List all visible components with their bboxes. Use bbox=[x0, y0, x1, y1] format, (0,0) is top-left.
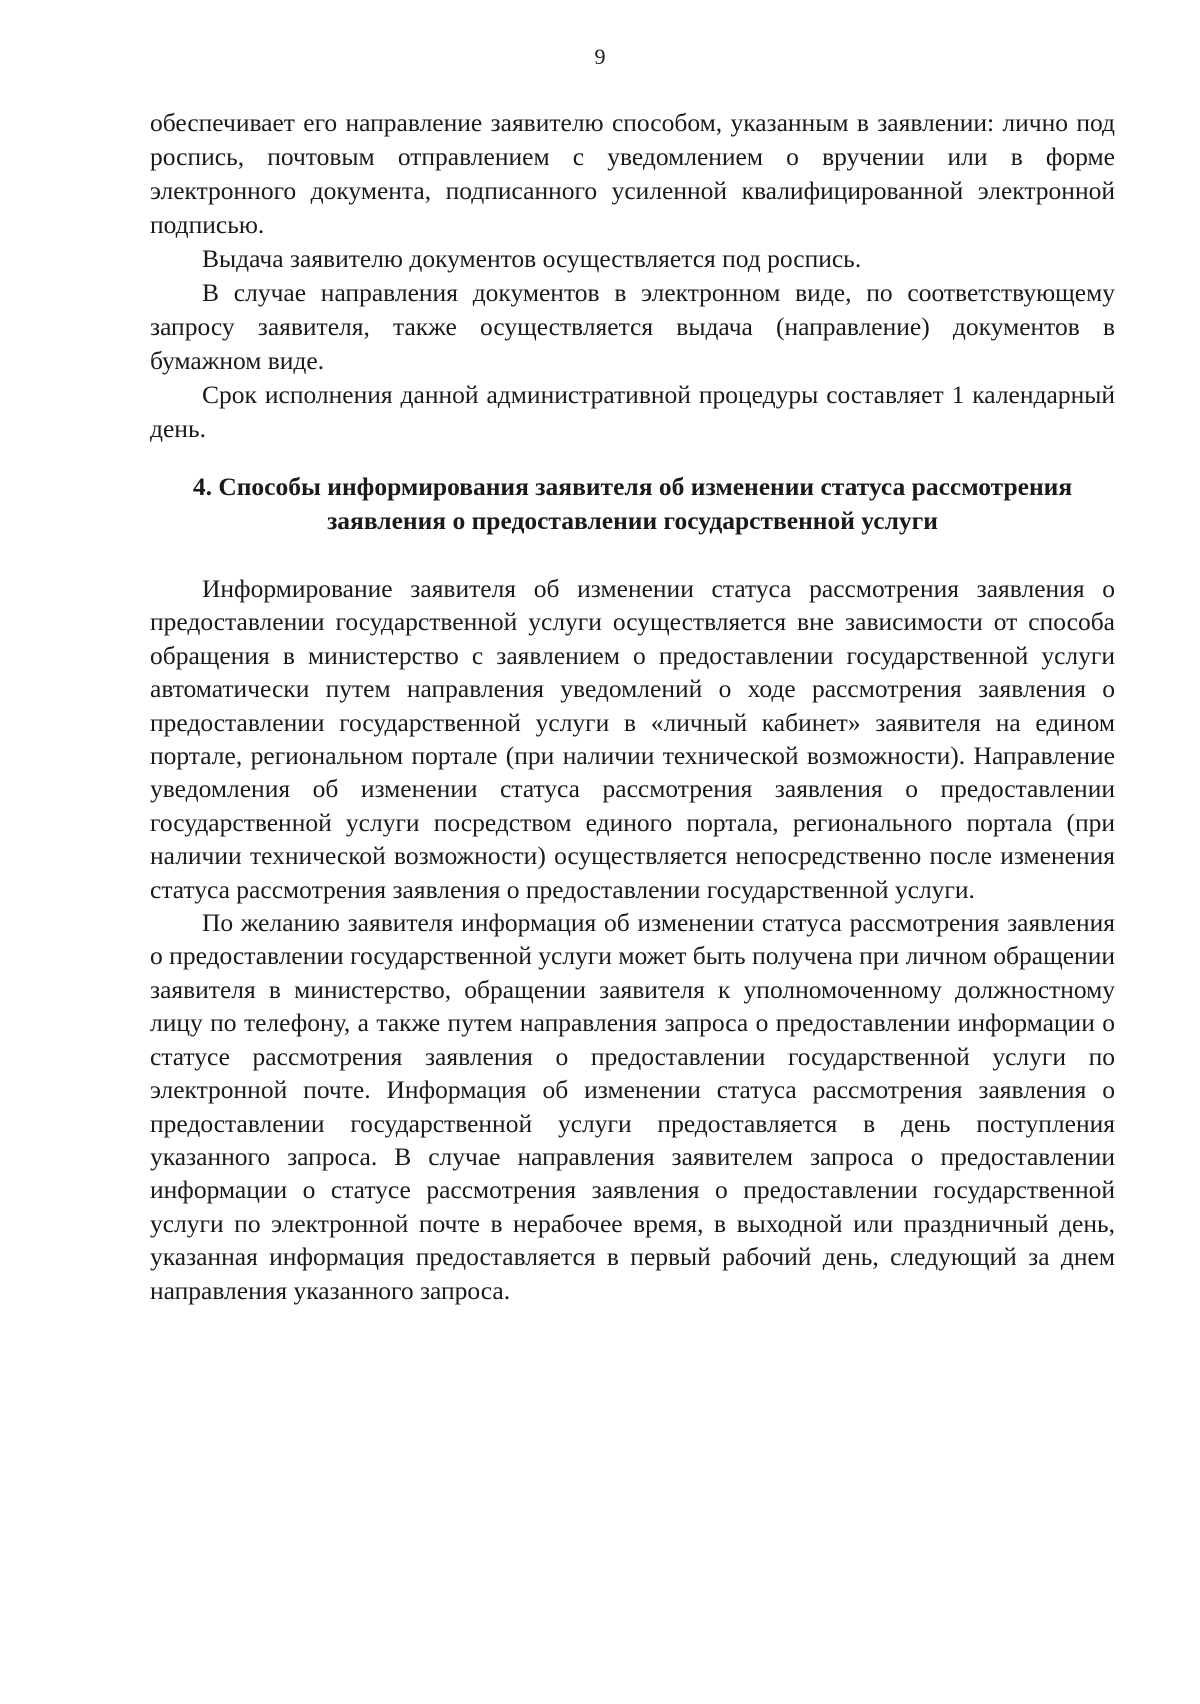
paragraph-issue-signature: Выдача заявителю документов осуществляется под роспись. bbox=[202, 244, 862, 273]
paragraph-status-notification: Информирование заявителя об изменении статуса рассмотрения заявления о предоставлении государственной услуги осуществляется вне зависимости от способа обращения в министерство с заявлением о предоставлении государственной услуги автоматически путем направления уведомлений о ходе рассмотрения заявления о предоставлении государственной услуги в «личный кабинет» заявителя на едином портале, региональном портале (при наличии технической возможности). Направление уведомления об изменении статуса рассмотрения заявления о предоставлении государственной услуги посредством единого портала, регионального портала (при наличии технической возможности) осуществляется непосредственно после изменения статуса рассмотрения заявления о предоставлении государственной услуги. bbox=[150, 574, 1115, 904]
intro-text-block bbox=[150, 106, 1115, 446]
paragraph-deadline: Срок исполнения данной административной процедуры составляет 1 календарный день. bbox=[150, 380, 1115, 443]
paragraph-paper-copy: В случае направления документов в электронном виде, по соответствующему запросу заявителя, также осуществляется выдача (направление) документов в бумажном виде. bbox=[150, 278, 1115, 375]
paragraph-delivery-method: обеспечивает его направление заявителю способом, указанным в заявлении: лично под роспись, почтовым отправлением с уведомлением о вручении или в форме электронного документа, подписанного усиленной квалифицированной электронной подписью. bbox=[150, 108, 1115, 239]
section-heading: 4. Способы информирования заявителя об изменении статуса рассмотрения заявления о предоставлении государственной услуги bbox=[192, 472, 1073, 535]
paragraph-status-request: По желанию заявителя информация об изменении статуса рассмотрения заявления о предоставлении государственной услуги может быть получена при личном обращении заявителя в министерство, обращении заявителя к уполномоченному должностному лицу по телефону, а также путем направления запроса о предоставлении информации о статусе рассмотрения заявления о предоставлении государственной услуги по электронной почте. Информация об изменении статуса рассмотрения заявления о предоставлении государственной услуги предоставляется в день поступления указанного запроса. В случае направления заявителем запроса о предоставлении информации о статусе рассмотрения заявления о предоставлении государственной услуги по электронной почте в нерабочее время, в выходной или праздничный день, указанная информация предоставляется в первый рабочий день, следующий за днем направления указанного запроса. bbox=[150, 908, 1115, 1305]
page-number: 9 bbox=[594, 44, 606, 69]
section-body bbox=[150, 572, 1115, 1307]
